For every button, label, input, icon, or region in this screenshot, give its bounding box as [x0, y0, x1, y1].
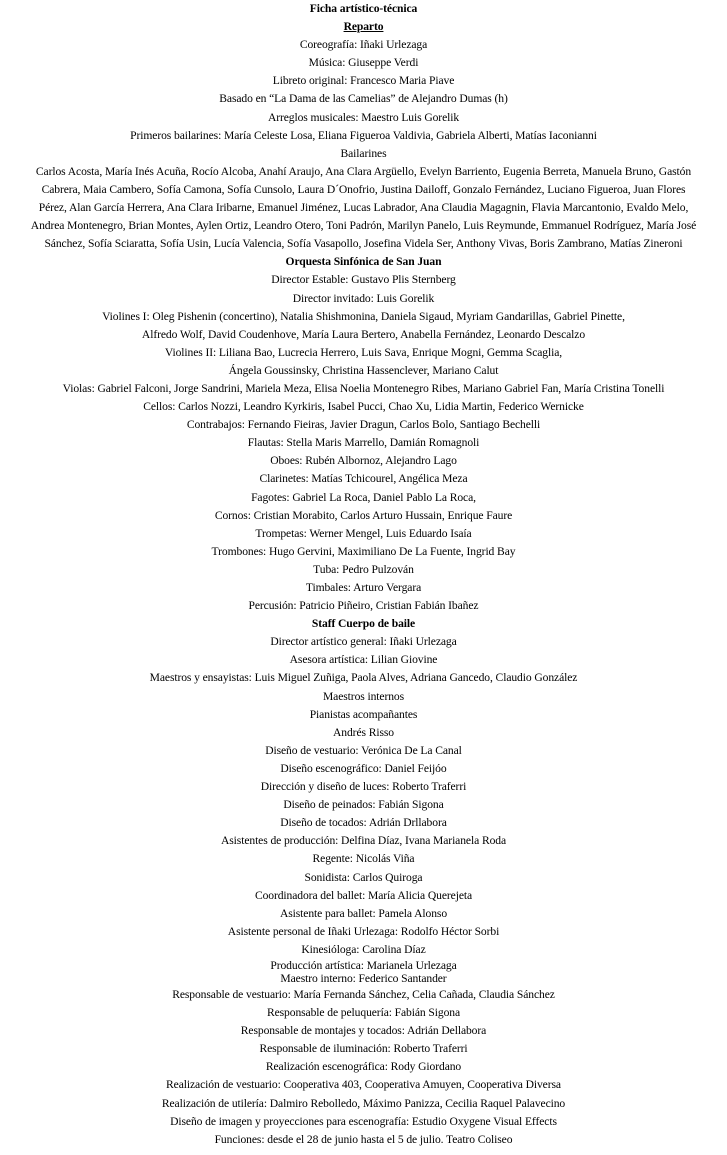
- staff-line: Diseño de peinados: Fabián Sigona: [283, 798, 444, 812]
- staff-line: Asistente personal de Iñaki Urlezaga: Rodolfo Héctor Sorbi: [227, 924, 500, 938]
- staff-line: Diseño de vestuario: Verónica De La Canal: [265, 743, 462, 757]
- staff-line: Dirección y diseño de luces: Roberto Traferri: [260, 780, 467, 794]
- staff-line: Coordinadora del ballet: María Alicia Querejeta: [254, 888, 473, 902]
- functions-line: Funciones: desde el 28 de junio hasta el 5 de julio. Teatro Coliseo: [214, 1132, 513, 1146]
- orquesta-heading: Orquesta Sinfónica de San Juan: [285, 255, 442, 269]
- reparto-line: Basado en “La Dama de las Camelias” de Alejandro Dumas (h): [219, 92, 508, 106]
- reparto-line: Libreto original: Francesco Maria Piave: [272, 74, 455, 88]
- staff-line: Responsable de vestuario: María Fernanda Sánchez, Celia Cañada, Claudia Sánchez: [172, 987, 555, 1001]
- staff-line: Director artístico general: Iñaki Urlezaga: [270, 635, 457, 649]
- staff-heading: Staff Cuerpo de baile: [311, 617, 416, 631]
- staff-line: Diseño escenográfico: Daniel Feijóo: [280, 761, 447, 775]
- staff-line: Kinesióloga: Carolina Díaz: [301, 942, 426, 956]
- orquesta-line: Violas: Gabriel Falconi, Jorge Sandrini, Mariela Meza, Elisa Noelia Montenegro Ribes, Mariano Gabriel Fan, María Cristina Tonelli: [62, 381, 665, 395]
- bailarines-line: Pérez, Alan García Herrera, Ana Clara Iribarne, Emanuel Jiménez, Lucas Labrador, Ana Claudia Magagnin, Flavia Marcantonio, Evaldo Melo,: [38, 201, 689, 215]
- orquesta-line: Alfredo Wolf, David Coudenhove, María Laura Bertero, Anabella Fernández, Leonardo Descalzo: [141, 327, 586, 341]
- reparto-line: Arreglos musicales: Maestro Luis Gorelik: [267, 110, 460, 124]
- orquesta-line: Percusión: Patricio Piñeiro, Cristian Fabián Ibañez: [248, 599, 479, 613]
- staff-section: [0, 633, 727, 1149]
- orquesta-line: Director Estable: Gustavo Plis Sternberg: [271, 273, 456, 287]
- bailarines-line: Carlos Acosta, María Inés Acuña, Rocío Alcoba, Anahí Araujo, Ana Clara Argüello, Evelyn Barriento, Eugenia Berreta, Manuela Bruno, Gastón: [35, 164, 692, 178]
- reparto-section: [0, 36, 727, 163]
- staff-line: Andrés Risso: [333, 725, 394, 739]
- reparto-heading: Reparto: [343, 20, 384, 34]
- reparto-line: Primeros bailarines: María Celeste Losa, Eliana Figueroa Valdivia, Gabriela Alberti, Matías Iaconianni: [130, 128, 597, 142]
- staff-line: Diseño de imagen y proyecciones para escenografía: Estudio Oxygene Visual Effects: [170, 1114, 557, 1128]
- orquesta-line: Fagotes: Gabriel La Roca, Daniel Pablo La Roca,: [251, 490, 476, 504]
- orquesta-line: Cornos: Cristian Morabito, Carlos Arturo Hussain, Enrique Faure: [214, 508, 513, 522]
- staff-line: Realización de utilería: Dalmiro Rebolledo, Máximo Panizza, Cecilia Raquel Palavecino: [161, 1096, 566, 1110]
- bailarines-list: [0, 163, 727, 253]
- bailarines-line: Andrea Montenegro, Brian Montes, Aylen Ortiz, Leandro Otero, Toni Padrón, Marilyn Panelo, Luis Reymunde, Emmanuel Rodríguez, María José: [30, 219, 697, 233]
- orquesta-line: Trombones: Hugo Gervini, Maximiliano De La Fuente, Ingrid Bay: [211, 544, 516, 558]
- staff-line: Maestro interno: Federico Santander: [280, 972, 447, 986]
- staff-line: Producción artística: Marianela Urlezaga: [270, 958, 457, 972]
- orquesta-line: Director invitado: Luis Gorelik: [292, 291, 435, 305]
- document-title: Ficha artístico-técnica: [309, 2, 418, 15]
- staff-line: Sonidista: Carlos Quiroga: [304, 870, 423, 884]
- orquesta-line: Clarinetes: Matías Tchicourel, Angélica Meza: [259, 472, 468, 486]
- staff-line: Realización de vestuario: Cooperativa 403, Cooperativa Amuyen, Cooperativa Diversa: [166, 1078, 561, 1092]
- staff-line: Maestros internos: [322, 689, 405, 703]
- orquesta-line: Violines II: Liliana Bao, Lucrecia Herrero, Luis Sava, Enrique Mogni, Gemma Scaglia,: [164, 345, 563, 359]
- orquesta-line: Violines I: Oleg Pishenin (concertino), Natalia Shishmonina, Daniela Sigaud, Myriam Gandarillas, Gabriel Pinette,: [102, 309, 625, 323]
- staff-line: Maestros y ensayistas: Luis Miguel Zuñiga, Paola Alves, Adriana Gancedo, Claudio González: [149, 671, 578, 685]
- orquesta-line: Cellos: Carlos Nozzi, Leandro Kyrkiris, Isabel Pucci, Chao Xu, Lidia Martin, Federico Wernicke: [143, 400, 584, 414]
- staff-line: Responsable de montajes y tocados: Adrián Dellabora: [240, 1024, 487, 1038]
- orquesta-line: Trompetas: Werner Mengel, Luis Eduardo Isaía: [255, 526, 472, 540]
- bailarines-line: Sánchez, Sofía Sciaratta, Sofía Usin, Lucía Valencia, Sofía Vasapollo, Josefina Videla Ser, Anthony Vivas, Boris Zambrano, Matías Zineroni: [44, 237, 683, 251]
- staff-line: Asistentes de producción: Delfina Díaz, Ivana Marianela Roda: [220, 834, 507, 848]
- staff-line: Asesora artística: Lilian Giovine: [289, 653, 438, 667]
- bailarines-label: Bailarines: [340, 146, 387, 160]
- staff-line: Responsable de iluminación: Roberto Traferri: [259, 1042, 468, 1056]
- staff-line: Diseño de tocados: Adrián Drllabora: [280, 816, 447, 830]
- orquesta-section: [0, 271, 727, 615]
- orquesta-line: Flautas: Stella Maris Marrello, Damián Romagnoli: [247, 436, 480, 450]
- staff-line: Asistente para ballet: Pamela Alonso: [279, 906, 448, 920]
- reparto-line: Música: Giuseppe Verdi: [308, 56, 419, 70]
- orquesta-line: Ángela Goussinsky, Christina Hassenclever, Mariano Calut: [228, 363, 499, 377]
- staff-line: Regente: Nicolás Viña: [312, 852, 415, 866]
- staff-line: Responsable de peluquería: Fabián Sigona: [266, 1006, 461, 1020]
- reparto-line: Coreografía: Iñaki Urlezaga: [299, 38, 428, 52]
- orquesta-line: Tuba: Pedro Pulzován: [313, 562, 414, 576]
- bailarines-line: Cabrera, Maia Cambero, Sofía Camona, Sofía Cunsolo, Laura D´Onofrio, Justina Dailoff, Gonzalo Fernández, Luciano Figueroa, Juan Flores: [41, 182, 686, 196]
- orquesta-line: Timbales: Arturo Vergara: [305, 581, 422, 594]
- staff-line: Pianistas acompañantes: [309, 707, 418, 721]
- orquesta-line: Contrabajos: Fernando Fieiras, Javier Dragun, Carlos Bolo, Santiago Bechelli: [186, 418, 541, 432]
- orquesta-line: Oboes: Rubén Albornoz, Alejandro Lago: [270, 454, 457, 468]
- staff-line: Realización escenográfica: Rody Giordano: [265, 1060, 462, 1074]
